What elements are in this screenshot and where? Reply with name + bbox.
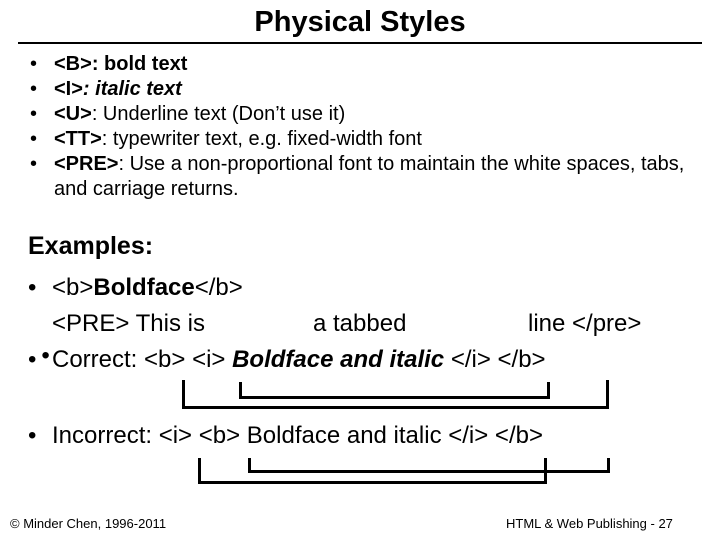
close-tag: </b> [194, 274, 243, 301]
bullet-dot: • [28, 274, 37, 301]
list-item [30, 127, 710, 152]
tag-label: <TT> [54, 128, 102, 150]
examples-heading: Examples: [28, 232, 154, 260]
list-item [30, 77, 710, 102]
bold-italic-sample: Boldface and italic [232, 346, 445, 373]
page-footer: HTML & Web Publishing - 27 [506, 516, 673, 531]
example-bold [28, 272, 243, 304]
pre-part-2: a tabbed [313, 310, 407, 337]
open-tag: <b> [52, 274, 94, 301]
bullet-dot: • [41, 342, 50, 369]
tag-label: <B> [54, 53, 92, 75]
list-item [30, 102, 710, 127]
pre-part-1: <PRE> This is [52, 310, 205, 337]
item-text: : Use a non-proportional font to maintain the white spaces, tabs, and carriage returns. [54, 153, 685, 200]
tag-label: <I> [54, 78, 83, 100]
list-item [30, 52, 710, 77]
tag-label: <U> [54, 103, 92, 125]
item-text: : italic text [82, 78, 182, 100]
slide-title: Physical Styles [254, 6, 466, 38]
physical-styles-list [30, 52, 710, 202]
pre-part-3: line </pre> [528, 310, 642, 337]
bullet-dot: • [28, 422, 37, 449]
example-correct [28, 344, 546, 376]
incorrect-text: Incorrect: <i> <b> Boldface and italic </i> </b> [52, 422, 543, 449]
copyright-footer: © Minder Chen, 1996-2011 [10, 516, 167, 531]
correct-prefix: Correct: <b> <i> [52, 346, 233, 373]
item-text: : typewriter text, e.g. fixed-width font [101, 128, 422, 150]
correct-suffix: </i> </b> [444, 346, 546, 373]
item-text: : Underline text (Don’t use it) [91, 103, 346, 125]
bullet-dot: • [28, 346, 37, 373]
title-divider [18, 42, 702, 44]
tag-label: <PRE> [54, 153, 119, 175]
item-text: : bold text [91, 53, 188, 75]
example-incorrect [28, 420, 543, 452]
list-item [30, 152, 710, 202]
bold-sample: Boldface [93, 274, 195, 301]
